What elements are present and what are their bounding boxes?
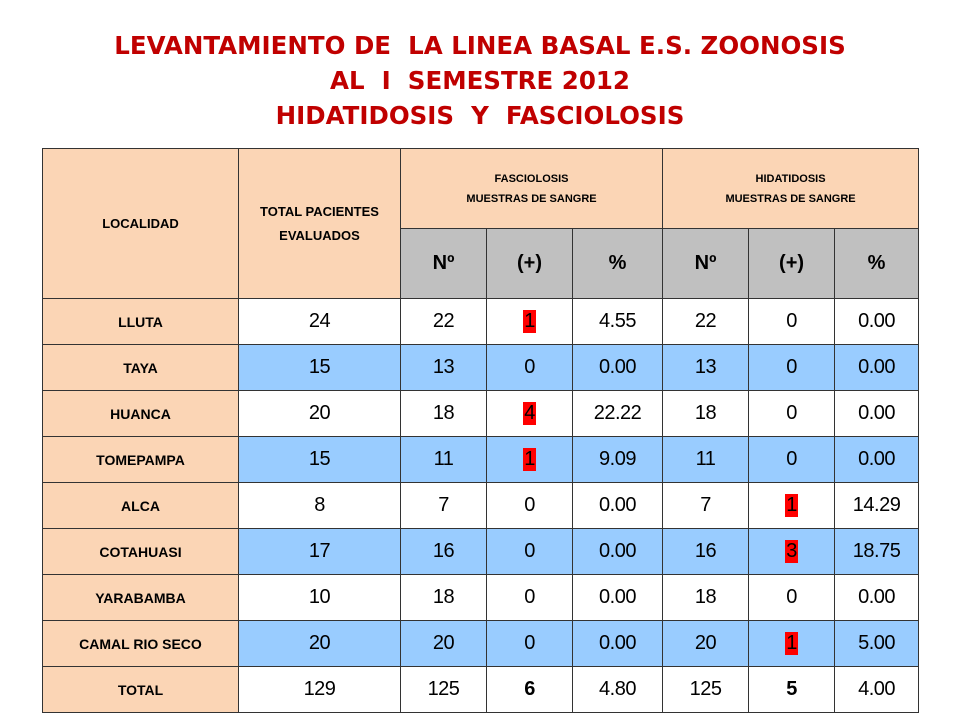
hida-n-cell: 18 xyxy=(663,575,749,621)
fasc-pct-cell: 4.55 xyxy=(573,299,663,345)
hida-pos-cell: 0 xyxy=(749,437,835,483)
total-cell: 15 xyxy=(239,345,401,391)
fasc-pos-cell: 0 xyxy=(487,529,573,575)
fasc-n-cell: 13 xyxy=(401,345,487,391)
fasc-pos-cell: 0 xyxy=(487,483,573,529)
total-cell: 20 xyxy=(239,391,401,437)
title-block xyxy=(0,28,960,133)
hida-pct-cell: 0.00 xyxy=(835,575,919,621)
hida-pct-cell: 0.00 xyxy=(835,391,919,437)
subheader-hida-pct: % xyxy=(835,229,919,299)
positive-highlight: 3 xyxy=(786,540,797,562)
hida-pos-cell: 0 xyxy=(749,345,835,391)
subheader-hida-pos: (+) xyxy=(749,229,835,299)
title-line-3: HIDATIDOSIS Y FASCIOLOSIS xyxy=(275,101,685,130)
hida-pct-cell: 0.00 xyxy=(835,299,919,345)
fasc-pct-cell: 22.22 xyxy=(573,391,663,437)
total-label-cell: TOTAL xyxy=(43,667,239,713)
total-hida-pct-cell: 4.00 xyxy=(835,667,919,713)
fasc-pct-cell: 0.00 xyxy=(573,483,663,529)
total-cell: 20 xyxy=(239,621,401,667)
hida-pos-cell xyxy=(749,529,835,575)
table-row xyxy=(43,299,919,345)
positive-highlight: 4 xyxy=(524,402,535,424)
hida-pos-cell: 0 xyxy=(749,391,835,437)
hida-n-cell: 11 xyxy=(663,437,749,483)
total-cell: 15 xyxy=(239,437,401,483)
hida-n-cell: 18 xyxy=(663,391,749,437)
total-fasc-n-cell: 125 xyxy=(401,667,487,713)
fasc-pos-cell xyxy=(487,391,573,437)
fasc-pct-cell: 0.00 xyxy=(573,621,663,667)
title-line-1: LEVANTAMIENTO DE LA LINEA BASAL E.S. ZOONOSIS xyxy=(114,31,846,60)
header-total-line2: EVALUADOS xyxy=(279,227,360,243)
positive-highlight: 1 xyxy=(786,494,797,516)
hida-pos-cell: 0 xyxy=(749,299,835,345)
table-row xyxy=(43,437,919,483)
total-cell: 10 xyxy=(239,575,401,621)
total-hida-n-cell: 125 xyxy=(663,667,749,713)
hida-pct-cell: 0.00 xyxy=(835,437,919,483)
fasc-pct-cell: 0.00 xyxy=(573,575,663,621)
positive-highlight: 1 xyxy=(524,310,535,332)
subheader-fasc-pct: % xyxy=(573,229,663,299)
positive-highlight: 1 xyxy=(524,448,535,470)
hida-pct-cell: 0.00 xyxy=(835,345,919,391)
fasc-n-cell: 7 xyxy=(401,483,487,529)
hida-n-cell: 16 xyxy=(663,529,749,575)
total-row xyxy=(43,667,919,713)
locality-cell: TOMEPAMPA xyxy=(43,437,239,483)
subheader-fasc-n: Nº xyxy=(401,229,487,299)
fasc-pct-cell: 0.00 xyxy=(573,529,663,575)
subheader-fasc-pos: (+) xyxy=(487,229,573,299)
data-table xyxy=(42,148,919,713)
header-fasciolosis-line2: MUESTRAS DE SANGRE xyxy=(466,192,597,205)
header-localidad-label: LOCALIDAD xyxy=(102,215,179,231)
fasc-n-cell: 20 xyxy=(401,621,487,667)
total-fasc-pos-cell: 6 xyxy=(487,667,573,713)
fasc-pct-cell: 0.00 xyxy=(573,345,663,391)
table-row xyxy=(43,621,919,667)
hida-pos-cell xyxy=(749,621,835,667)
hida-n-cell: 13 xyxy=(663,345,749,391)
hida-n-cell: 20 xyxy=(663,621,749,667)
fasc-pos-cell: 0 xyxy=(487,621,573,667)
total-total-cell: 129 xyxy=(239,667,401,713)
fasc-n-cell: 11 xyxy=(401,437,487,483)
table-row xyxy=(43,529,919,575)
fasc-pos-cell: 0 xyxy=(487,575,573,621)
table-row xyxy=(43,575,919,621)
hida-pct-cell: 18.75 xyxy=(835,529,919,575)
header-hidatidosis-line2: MUESTRAS DE SANGRE xyxy=(725,192,856,205)
fasc-n-cell: 16 xyxy=(401,529,487,575)
locality-cell: LLUTA xyxy=(43,299,239,345)
fasc-pos-cell xyxy=(487,437,573,483)
hida-pos-cell xyxy=(749,483,835,529)
locality-cell: HUANCA xyxy=(43,391,239,437)
header-hidatidosis xyxy=(663,149,919,229)
hida-pct-cell: 14.29 xyxy=(835,483,919,529)
fasc-n-cell: 18 xyxy=(401,575,487,621)
fasc-pct-cell: 9.09 xyxy=(573,437,663,483)
locality-cell: COTAHUASI xyxy=(43,529,239,575)
header-localidad xyxy=(43,149,239,299)
title-line-2: AL I SEMESTRE 2012 xyxy=(330,66,630,95)
total-hida-pos-cell: 5 xyxy=(749,667,835,713)
hida-pos-cell: 0 xyxy=(749,575,835,621)
total-cell: 17 xyxy=(239,529,401,575)
locality-cell: YARABAMBA xyxy=(43,575,239,621)
subheader-hida-n: Nº xyxy=(663,229,749,299)
locality-cell: ALCA xyxy=(43,483,239,529)
total-fasc-pct-cell: 4.80 xyxy=(573,667,663,713)
fasc-n-cell: 18 xyxy=(401,391,487,437)
fasc-pos-cell xyxy=(487,299,573,345)
positive-highlight: 1 xyxy=(786,632,797,654)
locality-cell: TAYA xyxy=(43,345,239,391)
hida-n-cell: 7 xyxy=(663,483,749,529)
fasc-pos-cell: 0 xyxy=(487,345,573,391)
header-total xyxy=(239,149,401,299)
hida-n-cell: 22 xyxy=(663,299,749,345)
header-total-line1: TOTAL PACIENTES xyxy=(260,203,379,219)
header-fasciolosis-line1: FASCIOLOSIS xyxy=(494,172,569,185)
total-cell: 8 xyxy=(239,483,401,529)
table-row xyxy=(43,483,919,529)
fasc-n-cell: 22 xyxy=(401,299,487,345)
table-row xyxy=(43,345,919,391)
hida-pct-cell: 5.00 xyxy=(835,621,919,667)
header-fasciolosis xyxy=(401,149,663,229)
total-cell: 24 xyxy=(239,299,401,345)
locality-cell: CAMAL RIO SECO xyxy=(43,621,239,667)
header-hidatidosis-line1: HIDATIDOSIS xyxy=(755,172,826,185)
table-row xyxy=(43,391,919,437)
